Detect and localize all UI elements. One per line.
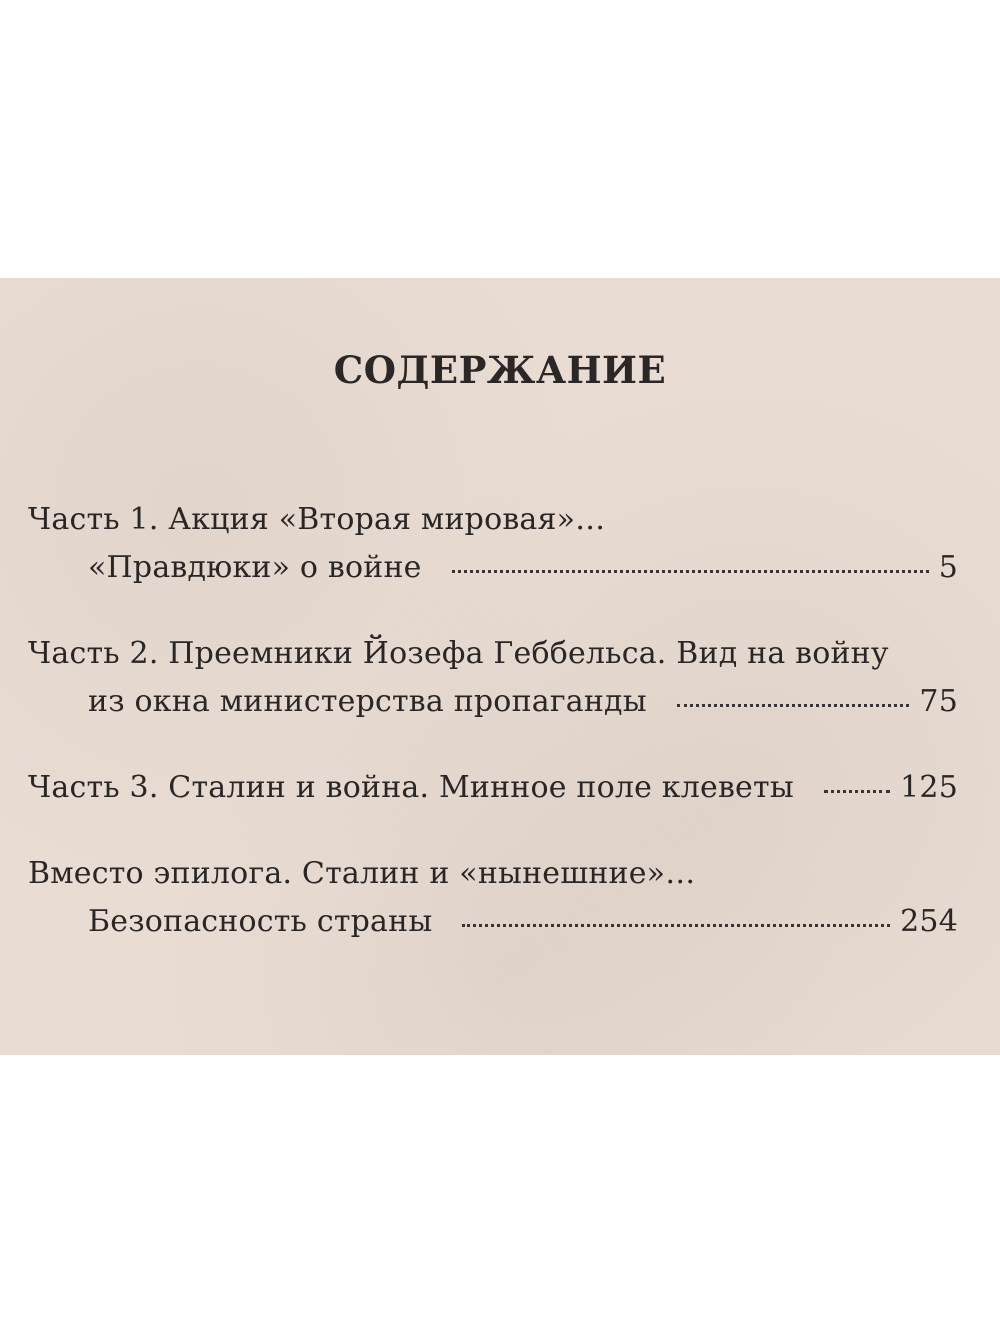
dot-leader — [824, 790, 890, 793]
dot-leader — [462, 924, 890, 927]
toc-entry-last-line — [28, 764, 958, 812]
toc-entry-title-cont: «Правдюки» о войне — [88, 550, 422, 585]
toc-entry-epilogue — [28, 850, 958, 946]
toc-entry-title-cont: из окна министерства пропаганды — [88, 684, 647, 719]
toc-entry-part-1 — [28, 496, 958, 592]
table-of-contents — [28, 496, 958, 984]
toc-entry-part-3 — [28, 764, 958, 812]
toc-entry-title: Вместо эпилога. Сталин и «нынешние»… — [28, 856, 696, 891]
toc-entry-title: Часть 3. Сталин и война. Минное поле клеветы — [28, 770, 794, 805]
dot-leader — [452, 570, 929, 573]
toc-entry-last-line — [28, 544, 958, 592]
toc-entry-last-line — [28, 678, 958, 726]
page-number: 5 — [938, 550, 958, 585]
contents-heading: СОДЕРЖАНИЕ — [333, 348, 667, 392]
page-number: 254 — [900, 904, 958, 939]
toc-entry-part-2 — [28, 630, 958, 726]
dot-leader — [677, 704, 910, 707]
page-number: 125 — [900, 770, 958, 805]
toc-entry-title-cont: Безопасность страны — [88, 904, 433, 939]
toc-entry-title: Часть 2. Преемники Йозефа Геббельса. Вид на войну — [28, 636, 889, 671]
page-number: 75 — [919, 684, 958, 719]
book-page — [0, 278, 1000, 1055]
toc-entry-title: Часть 1. Акция «Вторая мировая»… — [28, 502, 606, 537]
toc-entry-last-line — [28, 898, 958, 946]
